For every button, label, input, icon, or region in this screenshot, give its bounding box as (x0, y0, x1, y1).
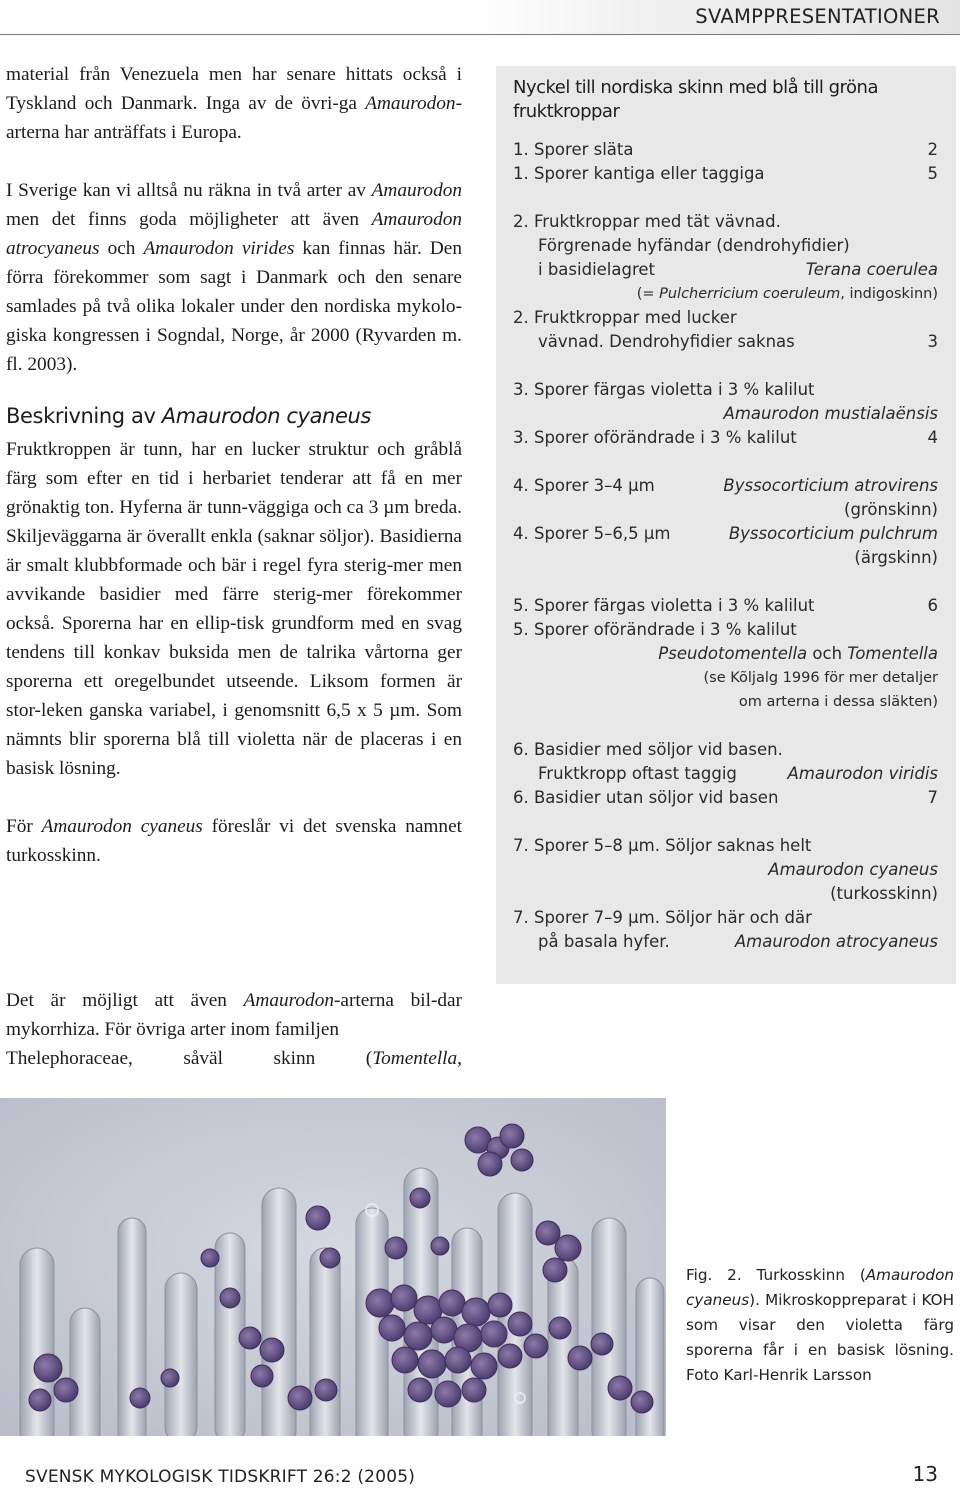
key-text: Fruktkropp oftast taggig (538, 764, 737, 783)
header-band (470, 0, 960, 34)
key-line-5b-note-1: (se Kõljalg 1996 för mer detaljer (703, 670, 938, 686)
key-line-2b (513, 306, 938, 330)
key-text: 5. Sporer färgas violetta i 3 % kalilut (513, 596, 815, 615)
text-run: I Sverige kan vi alltså nu räkna in två arter av (6, 180, 372, 201)
key-lead: 7 (927, 788, 938, 807)
italic-text: Tomentella, (372, 1048, 462, 1069)
key-line-7a-common: (turkosskinn) (830, 884, 938, 903)
key-text: Förgrenade hyfändar (dendrohyfidier) (538, 236, 850, 255)
paragraph-name-proposal (6, 812, 462, 870)
page-number: 13 (912, 1462, 938, 1486)
paragraph-mycorrhiza (6, 986, 462, 1073)
key-taxon: Byssocorticium pulchrum (728, 524, 938, 543)
paragraph-description (6, 435, 462, 783)
paragraph-mycorrhiza-body (6, 990, 462, 1040)
key-line-6a (513, 738, 938, 762)
left-column (6, 60, 462, 870)
key-line-3a (513, 378, 938, 402)
italic-text: Amaurodon atrocyaneus (6, 209, 462, 259)
key-line-1a (513, 138, 938, 162)
key-line-5b-result (513, 642, 938, 666)
key-taxon: Terana coerulea (805, 260, 938, 279)
key-text: 6. Basidier med söljor vid basen. (513, 740, 783, 759)
text-run: Beskrivning av (6, 404, 162, 428)
key-line-4a (513, 474, 938, 498)
key-line-5b (513, 618, 938, 642)
text-run: ). Mikroskoppreparat i KOH som visar den violetta färg sporerna får i en basisk lösning. Foto Karl-Henrik Larsson (686, 1291, 954, 1384)
key-line-2a-result (513, 258, 938, 282)
paragraph-1 (6, 60, 462, 147)
key-line-1b (513, 162, 938, 186)
key-text: 7. Sporer 7–9 µm. Söljor här och där (513, 908, 812, 927)
key-text: 3. Sporer oförändrade i 3 % kalilut (513, 428, 797, 447)
key-text: 3. Sporer färgas violetta i 3 % kalilut (513, 380, 815, 399)
key-text: 2. Fruktkroppar med tät vävnad. (513, 212, 781, 231)
key-title: Nyckel till nordiska skinn med blå till gröna fruktkroppar (513, 77, 878, 122)
text-run: kan finnas här. Den förra förekommer som sagt i Danmark och den senare samlades på två olika lokaler under den nordiska mykolo-giska kongressen i Sogndal, Norge, år 2000 (Ryvarden m. fl. 2003). (6, 238, 462, 375)
key-text: 1. Sporer kantiga eller taggiga (513, 164, 765, 183)
italic-text: Amaurodon cyaneus (161, 404, 371, 428)
key-lead: 3 (927, 332, 938, 351)
key-taxon: Pseudotomentella (658, 644, 808, 663)
text-run: material från Venezuela men har senare hittats också i Tyskland och Danmark. Inga av de övri-ga (6, 64, 462, 114)
key-lead: 2 (927, 140, 938, 159)
key-text: 4. Sporer 5–6,5 µm (513, 524, 671, 543)
key-line-3b (513, 426, 938, 450)
key-lead: 5 (927, 164, 938, 183)
key-taxon: Tomentella (847, 644, 938, 663)
key-text: 1. Sporer släta (513, 140, 634, 159)
key-line-7b-result (513, 930, 938, 954)
key-text: (= (636, 286, 660, 302)
key-text: och (807, 644, 848, 663)
text-run: Fig. 2. Turkosskinn ( (686, 1266, 866, 1284)
key-taxon: Pulcherricium coeruleum (659, 286, 841, 302)
italic-text: Amaurodon cyaneus (41, 816, 203, 837)
key-line-3a-result: Amaurodon mustialaënsis (723, 404, 938, 423)
text-run: -arterna har anträffats i Europa. (6, 93, 462, 143)
key-line-2a-synonym (513, 282, 938, 306)
key-taxon: Byssocorticium atrovirens (723, 476, 938, 495)
key-line-6a-result (513, 762, 938, 786)
text-run: Det är möjligt att även (6, 990, 244, 1011)
key-line-4a-common: (grönskinn) (844, 500, 938, 519)
key-line-2a-cont (513, 234, 938, 258)
microscope-photo (0, 1098, 666, 1436)
identification-key (496, 66, 956, 984)
microscope-image (0, 1098, 666, 1436)
key-lead: 4 (927, 428, 938, 447)
header-rule (0, 34, 960, 35)
journal-footer: SVENSK MYKOLOGISK TIDSKRIFT 26:2 (2005) (25, 1467, 416, 1487)
section-title: SVAMPPRESENTATIONER (695, 5, 940, 28)
key-text: i basidielagret (538, 260, 656, 279)
key-text: 4. Sporer 3–4 µm (513, 476, 655, 495)
italic-text: Amaurodon cyaneus (686, 1266, 954, 1309)
text-run: föreslår vi det svenska namnet turkosskinn. (6, 816, 462, 866)
italic-text: Amaurodon (243, 990, 334, 1011)
key-text: vävnad. Dendrohyfidier saknas (538, 332, 795, 351)
key-text: på basala hyfer. (538, 932, 670, 951)
text-run: Thelephoraceae, såväl skinn ( (6, 1048, 373, 1069)
key-line-6b (513, 786, 938, 810)
key-line-5b-note-2: om arterna i dessa släkten) (738, 694, 938, 710)
text-run: men det finns goda möjligheter att även (6, 209, 372, 230)
key-line-4b (513, 522, 938, 546)
text-run: Fruktkroppen är tunn, har en lucker struktur och gråblå färg som efter en tid i herbariet tenderar att få en mer grönaktig ton. Hyferna är tunn-väggiga och ca 3 µm breda. Skiljeväggarna är överallt enkla (saknar söljor). Basidierna är smalt klubbformade och bär i regel fyra sterig-mer men avvikande basidier med färre sterig-mer förekommer också. Sporerna har en ellip-tisk grundform med en svag tendens till konkav buksida men de talrika vårtorna ger sporerna ett oregelbundet utseende. Liksom formen är stor-leken ganska variabel, i genomsnitt 6,5 x 5 µm. Som nämnts blir sporerna blå till violetta när de placeras i en basisk lösning. (6, 439, 462, 779)
text-run: För (6, 816, 42, 837)
key-taxon: Amaurodon atrocyaneus (734, 932, 938, 951)
paragraph-2 (6, 176, 462, 379)
key-line-2b-cont (513, 330, 938, 354)
key-text: 6. Basidier utan söljor vid basen (513, 788, 779, 807)
key-line-7b (513, 906, 938, 930)
key-line-7a (513, 834, 938, 858)
key-line-4b-common: (ärgskinn) (854, 548, 938, 567)
key-line-7a-taxon: Amaurodon cyaneus (768, 860, 938, 879)
paragraph-mycorrhiza-last-line (6, 1044, 462, 1073)
key-text: 5. Sporer oförändrade i 3 % kalilut (513, 620, 797, 639)
key-line-5a (513, 594, 938, 618)
key-lead: 6 (927, 596, 938, 615)
key-text: 7. Sporer 5–8 µm. Söljor saknas helt (513, 836, 812, 855)
italic-text: Amaurodon (365, 93, 456, 114)
text-run: -arterna bil-dar mykorrhiza. För övriga arter inom familjen (6, 990, 463, 1040)
key-taxon: Amaurodon viridis (787, 764, 938, 783)
text-run: och (99, 238, 144, 259)
italic-text: Amaurodon virides (143, 238, 295, 259)
key-text: 2. Fruktkroppar med lucker (513, 308, 737, 327)
italic-text: Amaurodon (371, 180, 462, 201)
key-text: , indigoskinn) (840, 286, 938, 302)
section-heading (6, 403, 462, 430)
key-line-2a (513, 210, 938, 234)
figure-caption (686, 1263, 954, 1388)
